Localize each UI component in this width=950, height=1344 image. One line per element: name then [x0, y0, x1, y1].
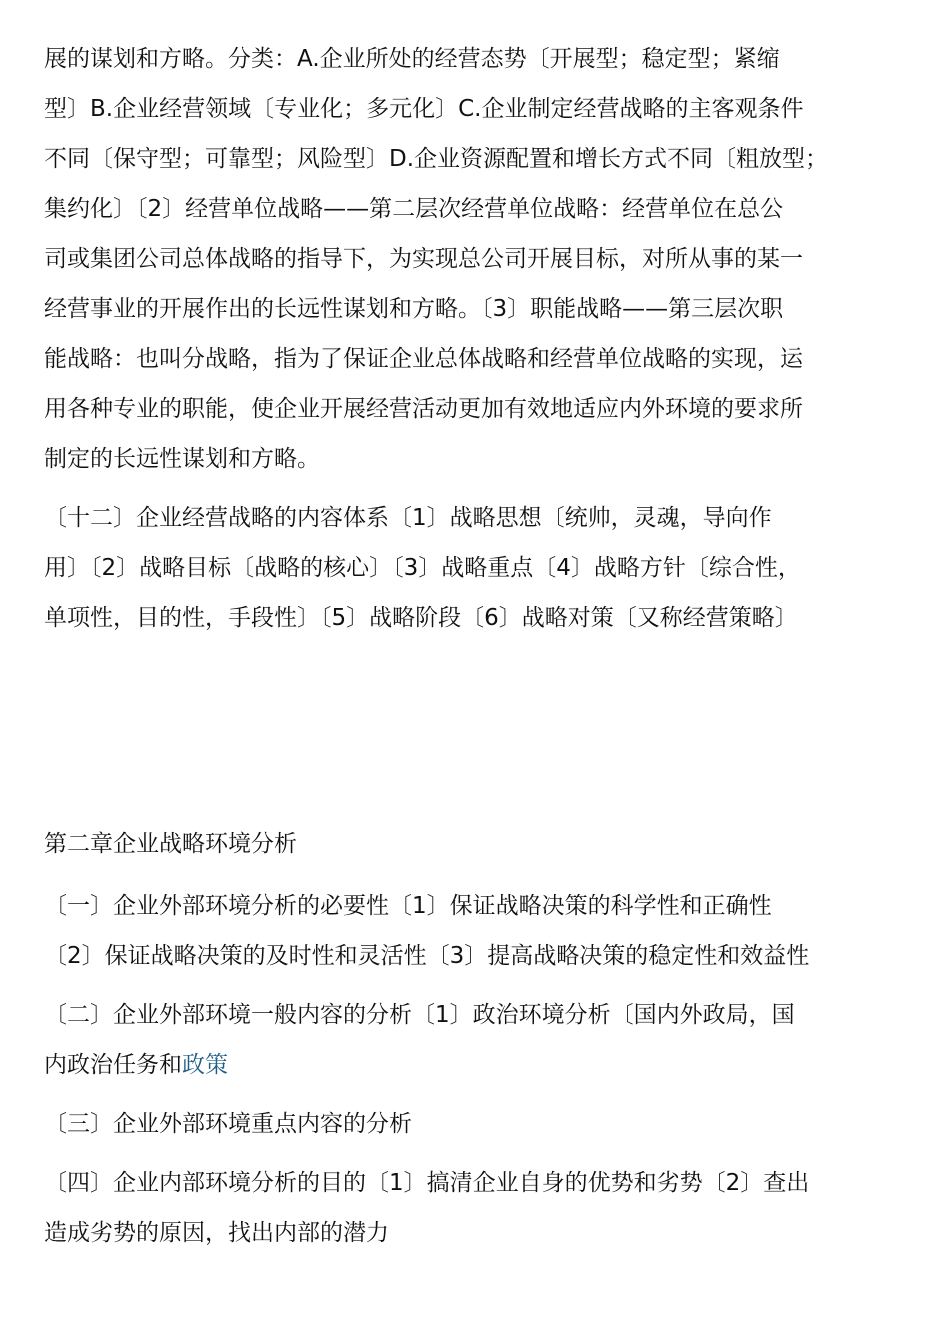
text-line: 不同〔保守型；可靠型；风险型〕D.企业资源配置和增长方式不同〔粗放型； [44, 146, 829, 172]
paragraph-external-necessity [44, 881, 914, 981]
text-line: 用各种专业的职能，使企业开展经营活动更加有效地适应内外环境的要求所 [44, 396, 803, 422]
text-line: 〔三〕企业外部环境重点内容的分析 [44, 1111, 412, 1137]
text-line: 展的谋划和方略。分类：A.企业所处的经营态势〔开展型；稳定型；紧缩 [44, 46, 780, 72]
text-line: 单项性，目的性，手段性〕〔5〕战略阶段〔6〕战略对策〔又称经营策略〕 [44, 605, 798, 631]
chapter-title [44, 819, 914, 869]
text-line: 〔二〕企业外部环境一般内容的分析〔1〕政治环境分析〔国内外政局，国 [44, 1002, 795, 1028]
text-line: 〔十二〕企业经营战略的内容体系〔1〕战略思想〔统帅，灵魂，导向作 [44, 505, 772, 531]
paragraph-internal-purpose [44, 1158, 914, 1258]
text-line: 〔一〕企业外部环境分析的必要性〔1〕保证战略决策的科学性和正确性 [44, 893, 772, 919]
text-line: 制定的长远性谋划和方略。 [44, 446, 320, 472]
text-line: 用〕〔2〕战略目标〔战略的核心〕〔3〕战略重点〔4〕战略方针〔综合性， [44, 555, 801, 581]
paragraph-strategy-content-system [44, 493, 914, 643]
paragraph-external-general [44, 990, 914, 1090]
paragraph-external-key [44, 1099, 914, 1149]
document-page [44, 34, 914, 1258]
policy-link[interactable]: 政策 [182, 1052, 228, 1078]
paragraph-strategy-types [44, 34, 914, 484]
text-line [44, 1040, 914, 1090]
text-line: 造成劣势的原因，找出内部的潜力 [44, 1220, 389, 1246]
text-line: 〔四〕企业内部环境分析的目的〔1〕搞清企业自身的优势和劣势〔2〕查出 [44, 1170, 810, 1196]
text-line: 能战略：也叫分战略，指为了保证企业总体战略和经营单位战略的实现，运 [44, 346, 803, 372]
text-line: 型〕B.企业经营领域〔专业化；多元化〕C.企业制定经营战略的主客观条件 [44, 96, 804, 122]
text-line: 〔2〕保证战略决策的及时性和灵活性〔3〕提高战略决策的稳定性和效益性 [44, 943, 810, 969]
text-line: 经营事业的开展作出的长远性谋划和方略。〔3〕职能战略——第三层次职 [44, 296, 784, 322]
text-line: 司或集团公司总体战略的指导下，为实现总公司开展目标，对所从事的某一 [44, 246, 803, 272]
text-segment: 内政治任务和 [44, 1052, 182, 1078]
chapter-heading: 第二章企业战略环境分析 [44, 831, 297, 857]
text-line: 集约化〕〔2〕经营单位战略——第二层次经营单位战略：经营单位在总公 [44, 196, 784, 222]
